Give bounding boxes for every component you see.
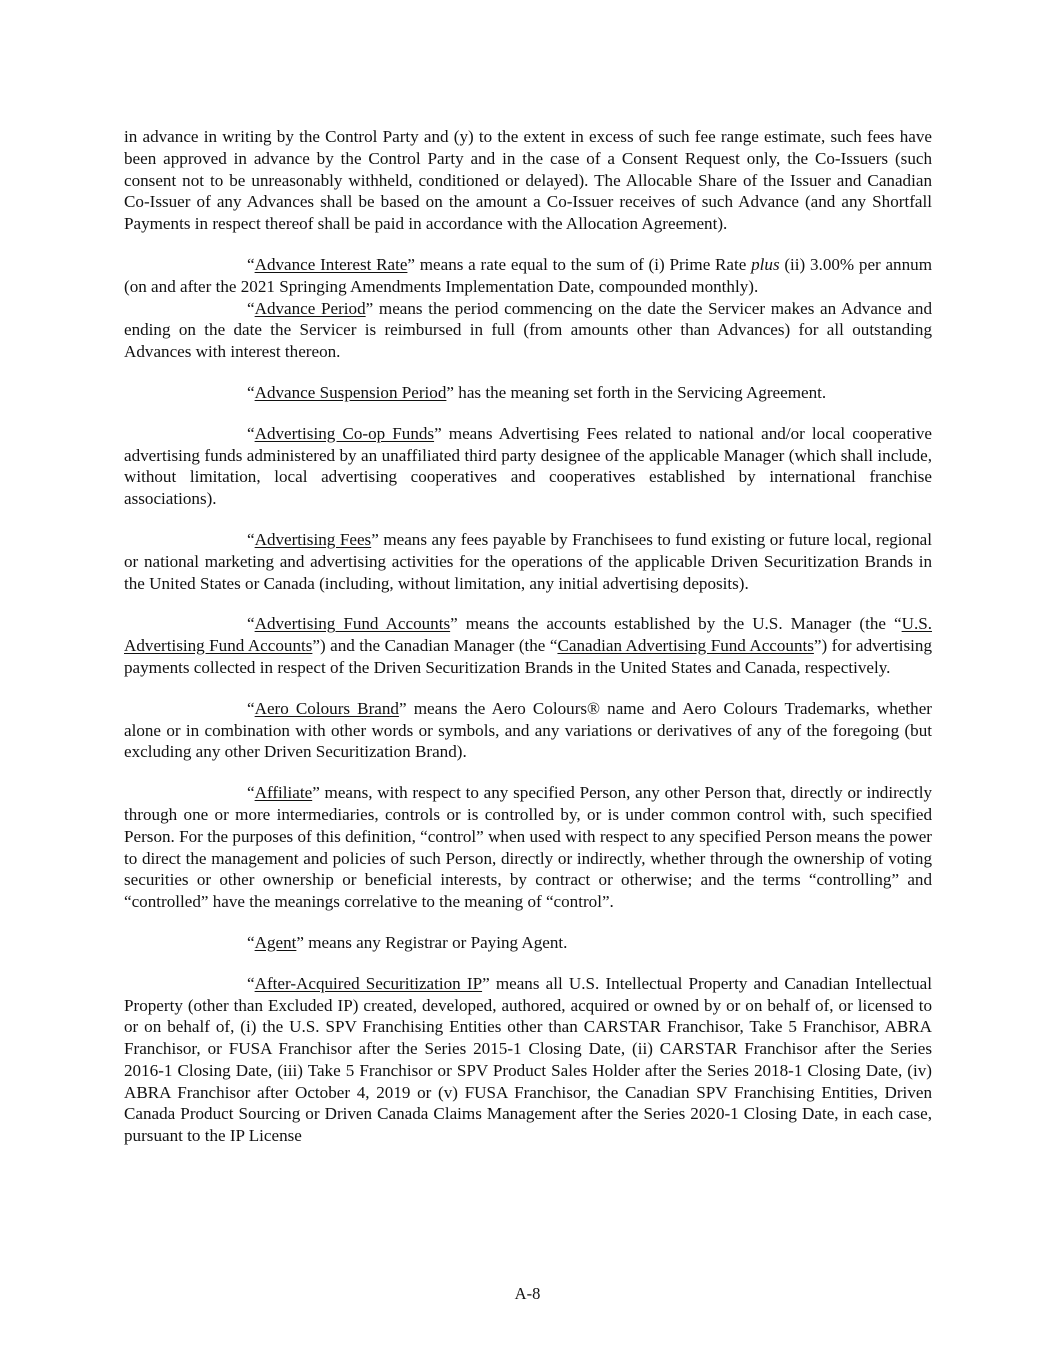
definition-affiliate: “Affiliate” means, with respect to any specified Person, any other Person that, directly or indirectly through one or more intermediaries, controls or is controlled by, or is under common control with, such specified Person. For the purposes of this definition, “control” when used with respect to any specified Person means the power to direct the management and policies of such Person, directly or indirectly, whether through the ownership of voting securities or other ownership or beneficial interests, by contract or otherwise; and the terms “controlling” and “controlled” have the meanings correlative to the meaning of “control”. (124, 783, 932, 912)
definition-advertising-fund-accounts: “Advertising Fund Accounts” means the accounts established by the U.S. Manager (the “U.S. Advertising Fund Accounts”) and the Canadian Manager (the “Canadian Advertising Fund Accounts”) for advertising payments collected in respect of the Driven Securitization Brands in the United States and Canada, respectively. (124, 614, 933, 677)
definition-advance-suspension-period: “Advance Suspension Period” has the meaning set forth in the Servicing Agreement. (247, 382, 827, 402)
continuation-paragraph: in advance in writing by the Control Party and (y) to the extent in excess of such fee range estimate, such fees have been approved in advance by the Control Party and in the case of a Consent Request only, the Co-Issuers (such consent not to be unreasonably withheld, conditioned or delayed). The Allocable Share of the Issuer and Canadian Co-Issuer of any Advances shall be based on the amount a Co-Issuer receives of such Advance (and any Shortfall Payments in respect thereof shall be paid in accordance with the Allocation Agreement). (124, 127, 932, 234)
definition-agent: “Agent” means any Registrar or Paying Agent. (247, 932, 568, 952)
defined-term: Advance Period (254, 298, 366, 318)
document-page (124, 126, 932, 1147)
defined-term: Advertising Co-op Funds (254, 423, 435, 443)
defined-term: After-Acquired Securitization IP (254, 973, 483, 993)
defined-term: Aero Colours Brand (254, 698, 399, 718)
defined-term: U.S. Advertising Fund Accounts (124, 614, 932, 656)
defined-term: Advance Interest Rate (254, 254, 408, 274)
defined-term: Affiliate (254, 783, 313, 803)
defined-term: Canadian Advertising Fund Accounts (557, 636, 814, 656)
definition-after-acquired-securitization-ip: “After-Acquired Securitization IP” means all U.S. Intellectual Property and Canadian Intellectual Property (other than Excluded IP) created, developed, authored, acquired or owned by or on behalf of, or licensed to or on behalf of, (i) the U.S. SPV Franchising Entities other than CARSTAR Franchisor, Take 5 Franchisor, ABRA Franchisor, or FUSA Franchisor after the Series 2015-1 Closing Date, (ii) CARSTAR Franchisor after the Series 2016-1 Closing Date, (iii) Take 5 Franchisor or SPV Product Sales Holder after the Series 2018-1 Closing Date, (iv) ABRA Franchisor after October 4, 2019 or (v) FUSA Franchisor, the Canadian SPV Franchising Entities, Driven Canada Product Sourcing or Driven Canada Claims Management after the Series 2020-1 Closing Date, in each case, pursuant to the IP License (124, 973, 932, 1146)
page-number: A-8 (514, 1284, 541, 1303)
definition-advance-interest-rate: “Advance Interest Rate” means a rate equal to the sum of (i) Prime Rate plus (ii) 3.00% per annum (on and after the 2021 Springing Amendments Implementation Date, compounded monthly). (124, 254, 932, 296)
defined-term: Advance Suspension Period (254, 382, 447, 402)
definition-aero-colours-brand: “Aero Colours Brand” means the Aero Colours® name and Aero Colours Trademarks, whether alone or in combination with other words or symbols, and any variations or derivatives of any of the foregoing (but excluding any other Driven Securitization Brand). (124, 698, 932, 762)
defined-term: Advertising Fees (254, 529, 372, 549)
definition-advertising-fees: “Advertising Fees” means any fees payable by Franchisees to fund existing or future local, regional or national marketing and advertising activities for the operations of the applicable Driven Securitization Brands in the United States or Canada (including, without limitation, any initial advertising deposits). (124, 529, 932, 593)
definition-advertising-co-op-funds: “Advertising Co-op Funds” means Advertising Fees related to national and/or local cooperative advertising funds administered by an unaffiliated third party designee of the applicable Manager (which shall include, without limitation, local advertising cooperatives and cooperatives established by international franchise associations). (124, 423, 933, 509)
definition-advance-period: “Advance Period” means the period commencing on the date the Servicer makes an Advance and ending on the date the Servicer is reimbursed in full (from amounts other than Advances) for all outstanding Advances with interest thereon. (124, 298, 932, 362)
defined-term: Advertising Fund Accounts (254, 614, 451, 634)
defined-term: Agent (254, 932, 297, 952)
